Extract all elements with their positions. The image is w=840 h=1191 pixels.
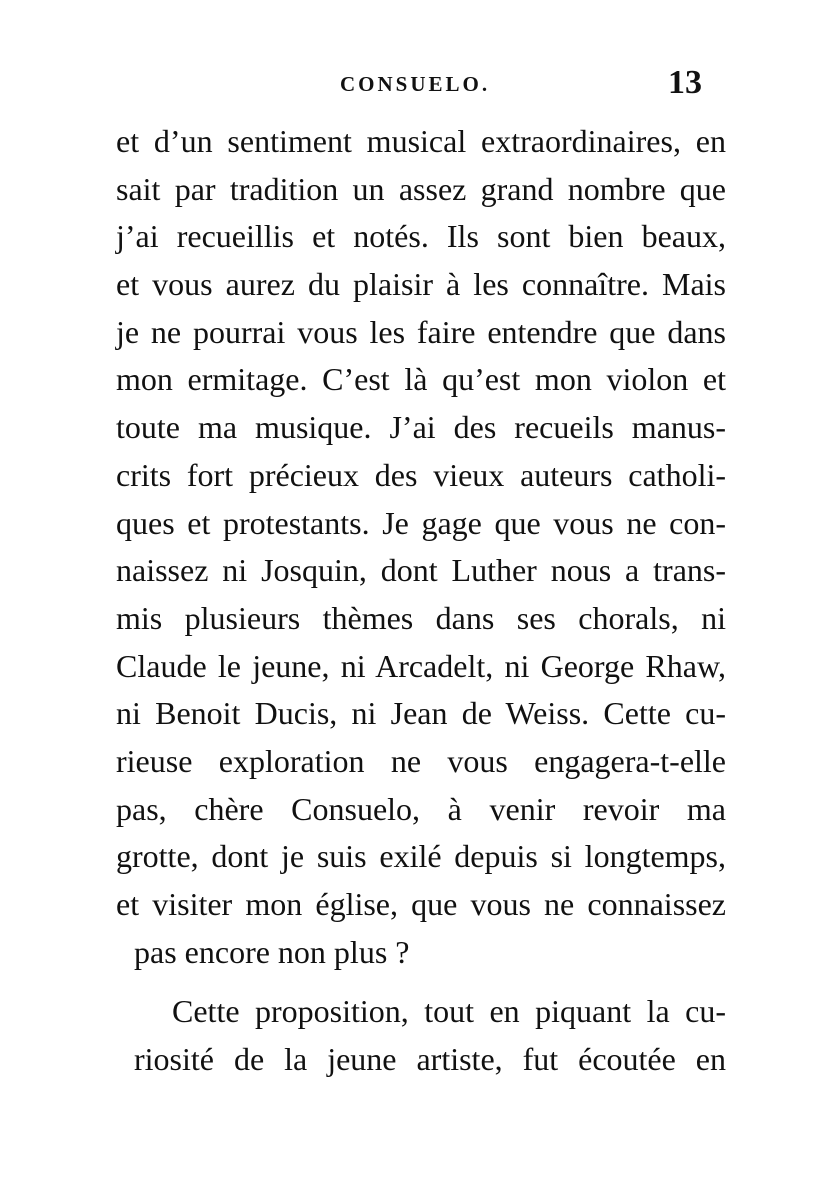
paragraph-gap: [116, 976, 726, 988]
text-line: crits fort précieux des vieux auteurs catholi-: [116, 456, 726, 493]
text-line: sait par tradition un assez grand nombre que: [116, 170, 726, 207]
text-line: et vous aurez du plaisir à les connaître. Mais: [116, 266, 726, 303]
page-number: 13: [668, 64, 702, 101]
text-line: riosité de la jeune artiste, fut écoutée en: [134, 1041, 726, 1078]
paragraph-1: [116, 118, 726, 976]
body-text: [116, 118, 726, 1084]
text-line: j’ai recueillis et notés. Ils sont bien beaux,: [116, 218, 726, 255]
text-line: et visiter mon église, que vous ne connaissez: [116, 886, 726, 922]
running-header: [0, 66, 840, 106]
text-line: rieuse exploration ne vous engagera-t-elle: [116, 742, 726, 779]
text-line: mon ermitage. C’est là qu’est mon violon et: [116, 361, 726, 398]
running-title: CONSUELO.: [340, 72, 491, 96]
text-line: Claude le jeune, ni Arcadelt, ni George Rhaw,: [116, 647, 726, 684]
text-line: grotte, dont je suis exilé depuis si longtemps,: [116, 838, 726, 875]
text-line: je ne pourrai vous les faire entendre que dans: [116, 313, 726, 350]
text-line: pas encore non plus ?: [134, 933, 410, 970]
text-line: pas, chère Consuelo, à venir revoir ma: [116, 790, 726, 827]
text-line: et d’un sentiment musical extraordinaires, en: [116, 123, 726, 159]
text-line: mis plusieurs thèmes dans ses chorals, ni: [116, 599, 726, 636]
text-line: naissez ni Josquin, dont Luther nous a trans-: [116, 552, 726, 589]
text-line: ni Benoit Ducis, ni Jean de Weiss. Cette cu-: [116, 695, 726, 732]
text-line: ques et protestants. Je gage que vous ne con-: [116, 504, 726, 541]
text-line: Cette proposition, tout en piquant la cu-: [172, 993, 726, 1030]
paragraph-2: [116, 988, 726, 1083]
text-line: toute ma musique. J’ai des recueils manus-: [116, 409, 726, 446]
